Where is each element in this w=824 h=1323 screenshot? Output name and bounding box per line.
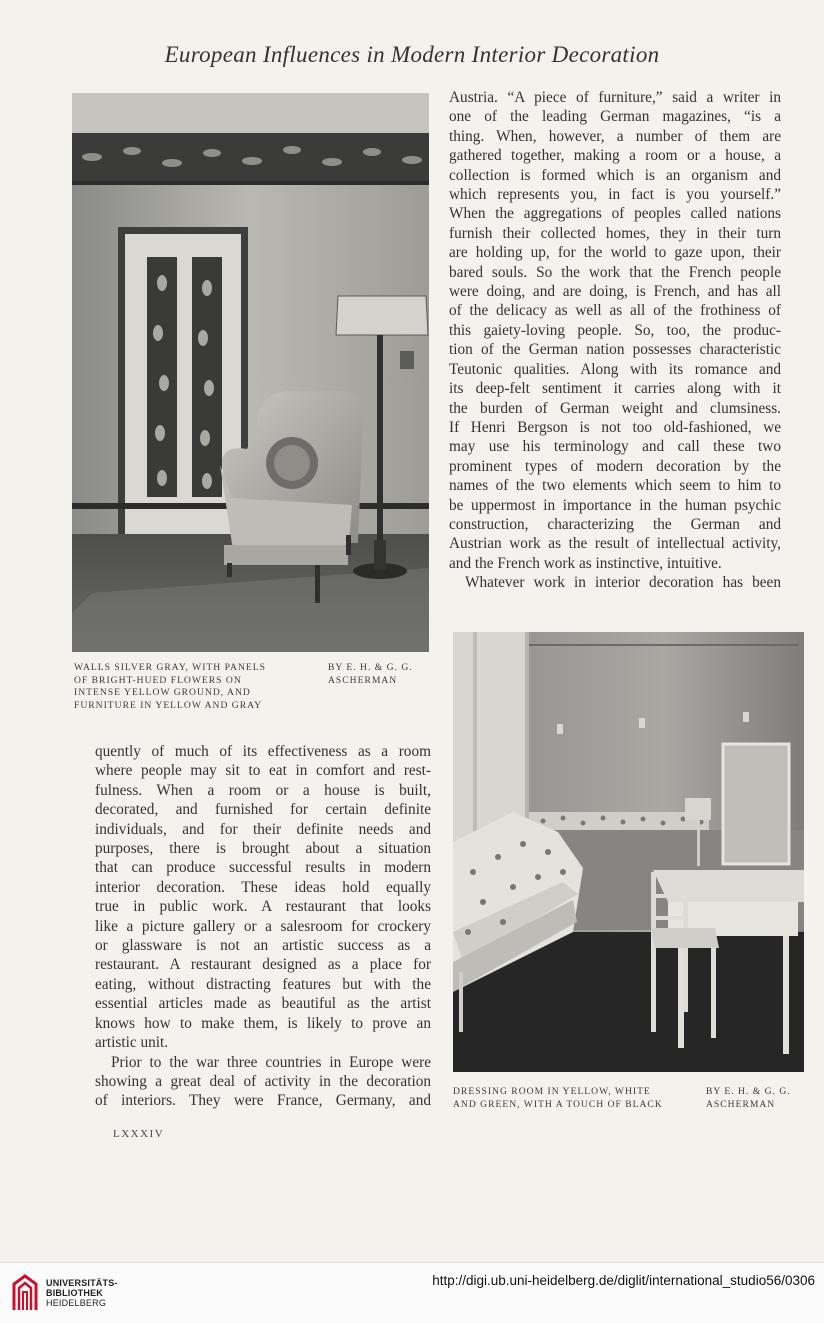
caption-line: AND GREEN, WITH A TOUCH OF BLACK xyxy=(453,1098,663,1110)
permalink-url[interactable]: http://digi.ub.uni-heidelberg.de/diglit/international_studio56/0306 xyxy=(432,1273,815,1288)
page-folio: LXXXIV xyxy=(113,1128,165,1140)
text-line: or glassware is not an artistic success as a xyxy=(95,937,431,955)
living-room-illustration xyxy=(72,93,429,652)
library-name-line: UNIVERSITÄTS- xyxy=(46,1278,118,1288)
text-line: true in public work. A restaurant that looks xyxy=(95,898,431,916)
caption-line: FURNITURE IN YELLOW AND GRAY xyxy=(74,699,263,711)
footer-bar xyxy=(0,1262,824,1323)
text-line: Austria. “A piece of furniture,” said a writer in xyxy=(449,89,781,106)
text-line: one of the leading German magazines, “is a xyxy=(449,108,781,126)
text-line: decorated, and furnished for certain definite xyxy=(95,801,431,819)
text-line: eating, without distracting features but with the xyxy=(95,975,431,993)
text-line: collection is formed which is an organism and xyxy=(449,166,781,184)
text-line: prominent types of modern decoration by the xyxy=(449,457,781,475)
text-line: names of the two elements which seem to him to xyxy=(449,477,781,495)
text-line: Teutonic qualities. Along with its romance and xyxy=(449,360,781,378)
text-line: knows how to make them, is likely to prove an xyxy=(95,1014,431,1032)
running-title: European Influences in Modern Interior Decoration xyxy=(164,42,660,67)
text-line: When the aggregations of peoples called nations xyxy=(449,205,781,223)
text-line: fulness. When a room or a house is built, xyxy=(95,781,431,799)
credit-line: ASCHERMAN xyxy=(328,674,398,686)
credit-line: ASCHERMAN xyxy=(706,1098,776,1110)
text-line: of interiors. They were France, Germany, and xyxy=(95,1092,431,1110)
text-line: Austrian work as the result of intellectual activity, xyxy=(449,535,781,553)
text-line: If Henri Bergson is not too old-fashioned, we xyxy=(449,418,781,436)
text-line: thing. When, however, a number of them are xyxy=(449,127,781,145)
living-room-caption xyxy=(74,662,314,712)
text-line: essential articles made as beautiful as the artist xyxy=(95,995,431,1013)
library-name-line: HEIDELBERG xyxy=(46,1298,107,1308)
credit-line: BY E. H. & G. G. xyxy=(706,1086,791,1097)
text-line: its deep-felt sentiment it carries along with it xyxy=(449,380,781,398)
text-line: interior decoration. These ideas hold equally xyxy=(95,878,431,896)
text-line: be uppermost in importance in the human psychic xyxy=(449,496,781,514)
text-line: purposes, there is brought about a situation xyxy=(95,840,431,858)
text-line: bared souls. So the work that the French people xyxy=(449,263,781,281)
text-line: Prior to the war three countries in Europe were xyxy=(111,1053,431,1071)
text-line: are holding up, for the world to gaze upon, their xyxy=(449,244,781,262)
text-line: this gaiety-loving people. So, too, the produc- xyxy=(449,321,781,339)
caption-line: WALLS SILVER GRAY, WITH PANELS xyxy=(74,662,266,673)
caption-line: DRESSING ROOM IN YELLOW, WHITE xyxy=(453,1086,651,1097)
dressing-room-credit xyxy=(706,1086,818,1111)
caption-line: INTENSE YELLOW GROUND, AND xyxy=(74,687,251,698)
credit-line: BY E. H. & G. G. xyxy=(328,662,413,673)
living-room-photo xyxy=(72,93,429,652)
text-line: the burden of German weight and clumsiness. xyxy=(449,399,781,417)
text-line: gathered together, making a room or a house, a xyxy=(449,147,781,165)
text-line: construction, characterizing the German and xyxy=(449,515,781,533)
living-room-credit xyxy=(328,662,433,687)
library-name[interactable] xyxy=(46,1278,118,1308)
text-line: restaurant. A restaurant designed as a place for xyxy=(95,956,431,974)
dressing-room-illustration xyxy=(453,632,804,1072)
text-line: furnish their collected homes, they in their turn xyxy=(449,224,781,242)
dressing-room-photo xyxy=(453,632,804,1072)
text-line: artistic unit. xyxy=(95,1034,169,1052)
text-line: may use his terminology and call these two xyxy=(449,438,781,456)
text-line: that can produce successful results in modern xyxy=(95,859,431,877)
text-line: like a picture gallery or a salesroom for crockery xyxy=(95,917,431,935)
left-column-text xyxy=(95,742,431,1111)
text-line: showing a great deal of activity in the decoration xyxy=(95,1072,431,1090)
dressing-room-caption xyxy=(453,1086,698,1111)
text-line: quently of much of its effectiveness as a room xyxy=(95,743,431,760)
text-line: which represents you, in fact is you yourself.” xyxy=(449,186,781,204)
text-line: were doing, and are doing, is French, and has all xyxy=(449,283,781,301)
library-name-line: BIBLIOTHEK xyxy=(46,1288,103,1298)
text-line: Whatever work in interior decoration has been xyxy=(465,574,781,592)
text-line: of the delicacy as well as all of the frothiness of xyxy=(449,302,781,320)
caption-line: OF BRIGHT-HUED FLOWERS ON xyxy=(74,674,242,686)
text-line: individuals, and for their definite needs and xyxy=(95,820,431,838)
right-column-text xyxy=(449,88,781,593)
text-line: tion of the German nation possesses characteristic xyxy=(449,341,781,359)
university-library-logo-icon[interactable] xyxy=(10,1274,40,1312)
text-line: and the French work as instinctive, intuitive. xyxy=(449,554,722,572)
text-line: where people may sit to eat in comfort and rest- xyxy=(95,762,431,780)
